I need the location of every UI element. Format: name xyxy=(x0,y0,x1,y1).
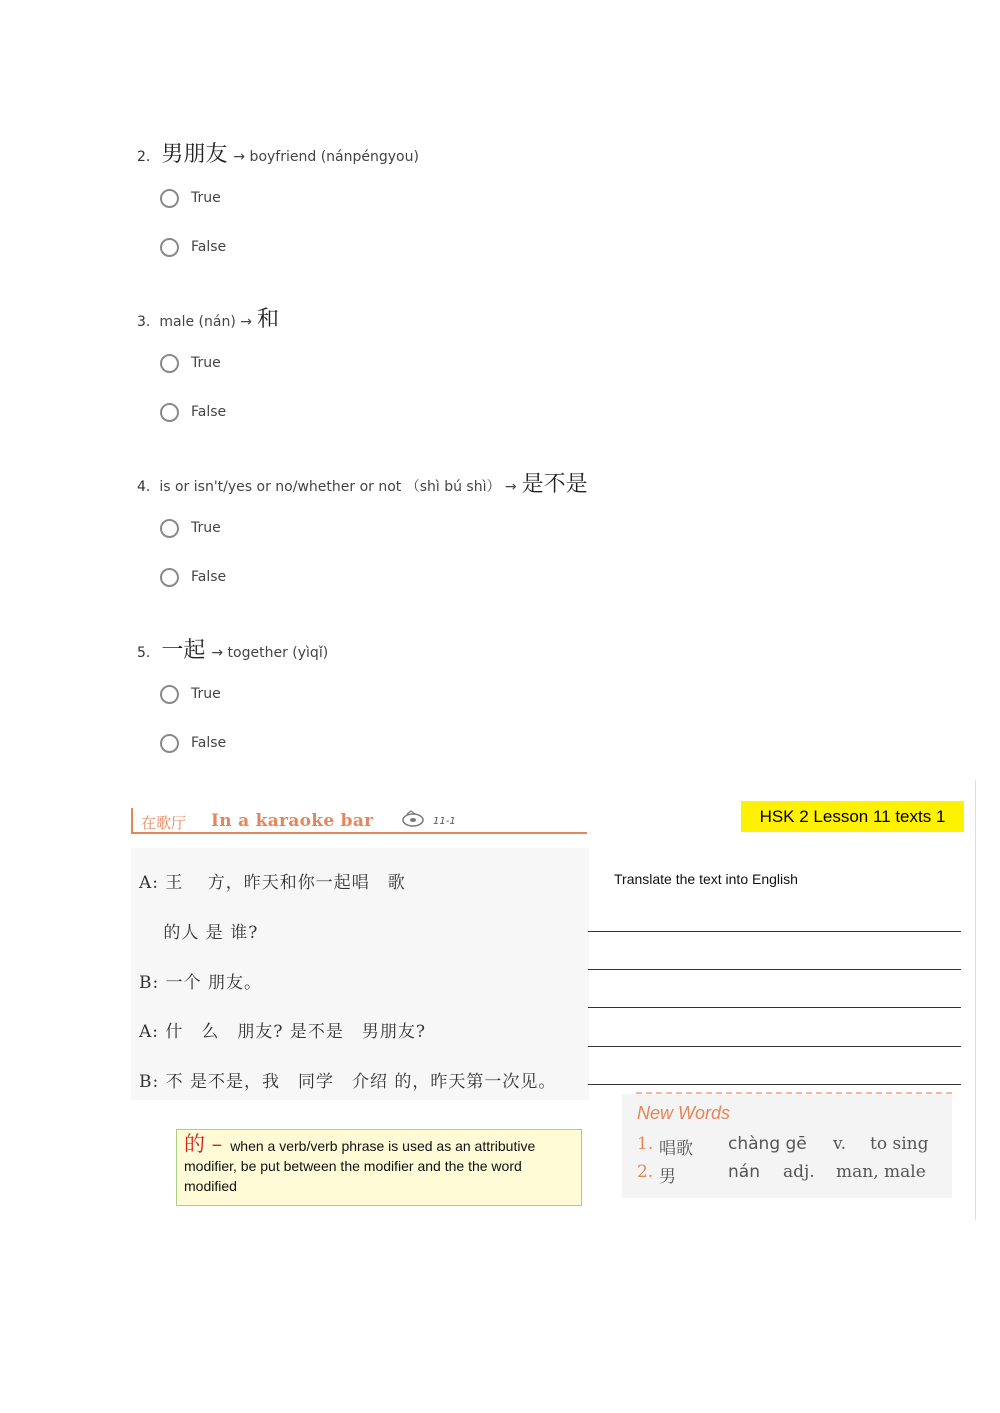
dialogue-line: B: 不 是不是，我 同学 介绍 的，昨天第一次见。 xyxy=(139,1072,557,1092)
question-number: 2. xyxy=(137,149,151,165)
radio-button[interactable] xyxy=(160,354,179,373)
question-text: → together (yìqǐ) xyxy=(211,645,329,661)
option-label: True xyxy=(191,190,221,206)
question-title xyxy=(137,467,837,498)
option-label: False xyxy=(191,569,227,585)
option-false[interactable] xyxy=(160,565,837,589)
word-number: 1. xyxy=(637,1134,654,1154)
question-text: male (nán) → xyxy=(159,314,252,330)
new-words-title: New Words xyxy=(637,1103,731,1123)
word-pinyin: nán xyxy=(728,1162,760,1182)
dialogue-line: A: 什 么 朋友? 是不是 男朋友? xyxy=(139,1022,427,1042)
question-3 xyxy=(137,302,837,424)
dialogue-line: B: 一个 朋友。 xyxy=(139,973,263,993)
question-text: is or isn't/yes or no/whether or not （shì bú shì） → xyxy=(159,479,517,495)
option-label: False xyxy=(191,404,227,420)
question-4 xyxy=(137,467,837,589)
question-chinese: 是不是 xyxy=(521,472,588,497)
dialogue-line: 的人 是 谁? xyxy=(139,923,259,943)
option-true[interactable] xyxy=(160,351,837,375)
grammar-note xyxy=(176,1129,582,1206)
radio-button[interactable] xyxy=(160,403,179,422)
word-meaning: man, male xyxy=(836,1162,926,1182)
grammar-text: when a verb/verb phrase is used as an attributive modifier, be put between the modifier and the the word modified xyxy=(184,1138,536,1194)
word-chinese: 男 xyxy=(659,1167,676,1187)
radio-button[interactable] xyxy=(160,734,179,753)
radio-button[interactable] xyxy=(160,568,179,587)
option-label: False xyxy=(191,239,227,255)
answer-line xyxy=(588,1007,961,1008)
answer-line xyxy=(588,969,961,970)
karaoke-en-title: In a karaoke bar xyxy=(211,811,374,831)
karaoke-cn-title: 在歌厅 xyxy=(141,814,187,832)
word-pinyin: chàng gē xyxy=(728,1134,807,1154)
word-number: 2. xyxy=(637,1162,654,1182)
answer-line xyxy=(588,1084,961,1085)
grammar-char: 的 – xyxy=(184,1132,223,1156)
question-chinese: 和 xyxy=(256,307,279,332)
question-chinese: 男朋友 xyxy=(161,142,228,167)
option-false[interactable] xyxy=(160,235,837,259)
worksheet-title: HSK 2 Lesson 11 texts 1 xyxy=(741,801,964,832)
radio-button[interactable] xyxy=(160,189,179,208)
track-number: 11-1 xyxy=(433,816,456,827)
word-meaning: to sing xyxy=(870,1134,929,1154)
word-chinese: 唱歌 xyxy=(659,1139,693,1159)
new-words-divider xyxy=(636,1092,952,1094)
radio-button[interactable] xyxy=(160,685,179,704)
question-title xyxy=(137,302,837,333)
option-false[interactable] xyxy=(160,731,837,755)
option-false[interactable] xyxy=(160,400,837,424)
cd-icon xyxy=(401,810,425,832)
option-label: True xyxy=(191,355,221,371)
radio-button[interactable] xyxy=(160,238,179,257)
word-pos: v. xyxy=(833,1134,846,1154)
translate-instruction: Translate the text into English xyxy=(614,871,798,887)
question-title xyxy=(137,633,837,664)
question-number: 5. xyxy=(137,645,151,661)
question-2 xyxy=(137,137,837,259)
question-number: 3. xyxy=(137,314,151,330)
question-chinese: 一起 xyxy=(161,638,206,663)
question-number: 4. xyxy=(137,479,151,495)
option-true[interactable] xyxy=(160,186,837,210)
dialogue-line: A: 王 方，昨天和你一起唱 歌 xyxy=(139,873,406,893)
divider xyxy=(975,780,976,1220)
radio-button[interactable] xyxy=(160,519,179,538)
karaoke-header xyxy=(131,808,587,834)
option-label: True xyxy=(191,686,221,702)
word-pos: adj. xyxy=(783,1162,815,1182)
question-5 xyxy=(137,633,837,755)
answer-line xyxy=(588,1046,961,1047)
option-true[interactable] xyxy=(160,682,837,706)
question-title xyxy=(137,137,837,168)
option-label: True xyxy=(191,520,221,536)
question-text: → boyfriend (nánpéngyou) xyxy=(233,149,419,165)
answer-line xyxy=(588,931,961,932)
option-label: False xyxy=(191,735,227,751)
option-true[interactable] xyxy=(160,516,837,540)
